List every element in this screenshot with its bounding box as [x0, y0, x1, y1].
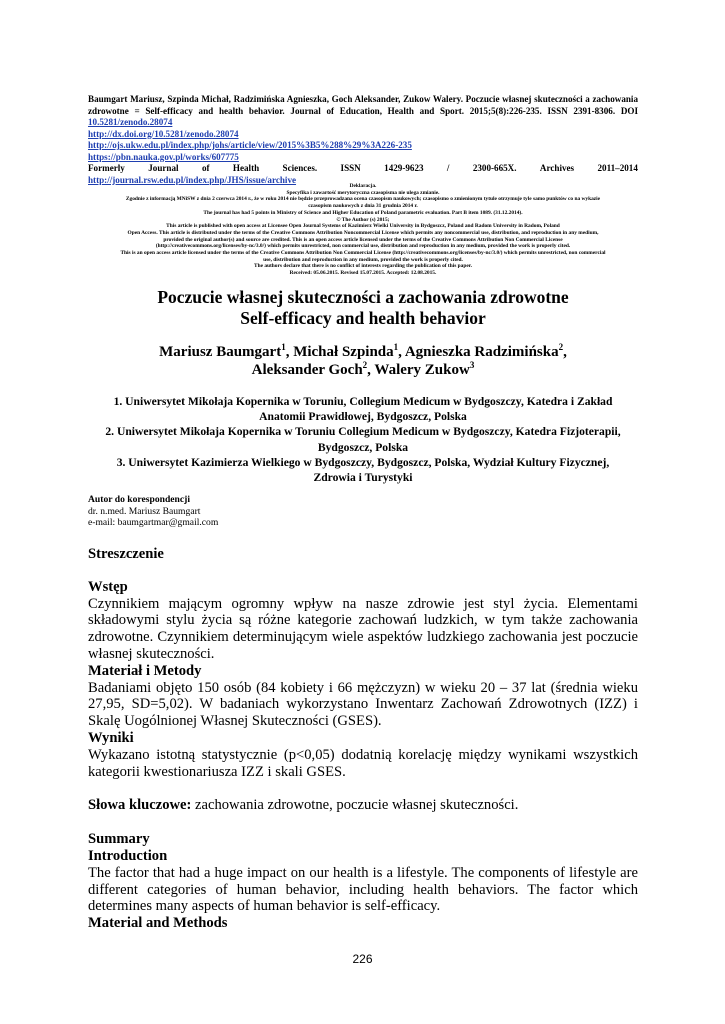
intro-heading-pl: Wstęp [88, 578, 128, 595]
page-number: 226 [352, 952, 373, 966]
affiliation: 1. Uniwersytet Mikołaja Kopernika w Toruniu, Collegium Medicum w Bydgoszczy, Katedra i Zakład Anatomii Prawidłowej, Bydgoszcz, Polska [113, 395, 613, 424]
archive-link[interactable]: http://journal.rsw.edu.pl/index.php/JHS/issue/archive [88, 174, 297, 185]
author-list: Mariusz Baumgart$^1$, Michał Szpinda$^1$, Agnieszka Radzimińska$^2$, Aleksander Goch$^2$, Walery Zukow$^3$ [159, 342, 567, 378]
affiliations [100, 394, 626, 485]
correspondence-name: dr. n.med. Mariusz Baumgart [88, 505, 201, 517]
citation-header [88, 94, 638, 186]
keywords-pl: Słowa kluczowe: zachowania zdrowotne, poczucie własnej skuteczności. [88, 797, 519, 814]
article-title [88, 287, 638, 329]
author-name: Walery Zukow [374, 362, 470, 378]
author-name: Aleksander Goch [251, 362, 363, 378]
declaration-block: Deklaracja. Specyfika i zawartość merytoryczna czasopisma nie ulega zmianie. Zgodnie z informacją MNiSW z dnia 2 czerwca 2014 r., że w roku 2014 nie będzie przeprowadzana ocena czasopism naukowych; czasopismo o zmienionym tytule otrzymuje tyle samo punktów co na wykazie czasopism naukowych z dnia 31 grudnia 2014 r. The journal has had 5 points in Ministry of Science and Higher Education of Poland parametric evaluation. Part B item 1089. (31.12.2014). © The Author (s) 2015; This article is published with open access at Licensee Open Journal Systems of Kazimierz Wielki University in Bydgoszcz, Poland and Radom University in Radom, Poland Open Access. This article is distributed under the terms of the Creative Commons Attribution Noncommercial License which permits any noncommercial use, distribution, and reproduction in any medium, provided the original author(s) and source are credited. This is an open access article licensed under the terms of the Creative Commons Attribution Non Commercial License (http://creativecommons.org/licenses/by-nc/3.0/) which permits unrestricted, non commercial use, distribution and reproduction in any medium, provided the work is properly cited. This is an open access article licensed under the terms of the Creative Commons Attribution Non Commercial License (http://creativecommons.org/licenses/by-nc/3.0/) which permits unrestricted, non commercial use, distribution and reproduction in any medium, provided the work is properly cited. The authors declare that there is no conflict of interests regarding the publication of this paper. Received: 05.06.2015. Revised 15.07.2015. Accepted: 12.08.2015. [120, 183, 606, 277]
intro-text-en: The factor that had a huge impact on our health is a lifestyle. The components of lifestyle are different categories of human behavior, including health behaviors. The factor which determines many aspects of human behavior is self-efficacy. [88, 864, 638, 915]
author-name: Mariusz Baumgart [159, 344, 282, 360]
formerly-line: Formerly Journal of Health Sciences. ISSN 1429-9623 / 2300-665X. Archives 2011–2014 [88, 163, 638, 173]
doi-link[interactable]: 10.5281/zenodo.28074 [88, 117, 173, 127]
citation-text: Baumgart Mariusz, Szpinda Michał, Radzimińska Agnieszka, Goch Aleksander, Zukow Walery. Poczucie własnej skuteczności a zachowania zdrowotne = Self-efficacy and health behavior. Journal of Education, Health and Sport. 2015;5(8):226-235. ISSN 2391-8306. DOI 10.5281/zenodo.28074 [88, 94, 638, 127]
author-name: Michał Szpinda [293, 344, 394, 360]
methods-heading-pl: Materiał i Metody [88, 662, 202, 679]
title-english: Self-efficacy and health behavior [240, 308, 486, 328]
doi-url-link[interactable]: http://dx.doi.org/10.5281/zenodo.28074 [88, 128, 239, 139]
correspondence-email: e-mail: baumgartmar@gmail.com [88, 517, 219, 528]
abstract-heading-pl: Streszczenie [88, 546, 164, 562]
affiliation: 3. Uniwersytet Kazimierza Wielkiego w Bydgoszczy, Bydgoszcz, Polska, Wydział Kultury Fizycznej, Zdrowia i Turystyki [116, 455, 610, 485]
intro-heading-en: Introduction [88, 847, 168, 864]
correspondence-heading: Autor do korespondencji [88, 494, 190, 505]
ojs-article-link[interactable]: http://ojs.ukw.edu.pl/index.php/johs/article/view/2015%3B5%288%29%3A226-235 [88, 140, 412, 150]
pbn-works-link[interactable]: https://pbn.nauka.gov.pl/works/607775 [88, 151, 239, 162]
correspondence [88, 494, 638, 529]
title-polish: Poczucie własnej skuteczności a zachowania zdrowotne [157, 287, 569, 307]
affiliation: 2. Uniwersytet Mikołaja Kopernika w Toruniu Collegium Medicum w Bydgoszczy, Katedra Fizjoterapii, Bydgoszcz, Polska [105, 425, 621, 454]
methods-heading-en: Material and Methods [88, 915, 228, 932]
results-heading-pl: Wyniki [88, 729, 134, 746]
author-name: Agnieszka Radzimińska [404, 344, 559, 360]
results-text-pl: Wykazano istotną statystycznie (p<0,05) dodatnią korelację między wynikami wszystkich kategorii kwestionariusza IZZ i skali GSES. [88, 746, 638, 780]
abstract-heading-en: Summary [88, 831, 150, 848]
abstract-body [88, 546, 638, 932]
methods-text-pl: Badaniami objęto 150 osób (84 kobiety i 66 mężczyzn) w wieku 20 – 37 lat (średnia wieku 27,95, SD=5,02). W badaniach wykorzystano Inwentarz Zachowań Zdrowotnych (IZZ) i Skalę Uogólnionej Własnej Skuteczności (GSES). [88, 679, 638, 730]
intro-text-pl: Czynnikiem mającym ogromny wpływ na nasze zdrowie jest styl życia. Elementami składowymi stylu życia są różne kategorie zachowań ludzkich, w tym także zachowania zdrowotne. Czynnikiem determinującym wiele aspektów ludzkiego zachowania jest poczucie własnej skuteczności. [88, 595, 638, 662]
